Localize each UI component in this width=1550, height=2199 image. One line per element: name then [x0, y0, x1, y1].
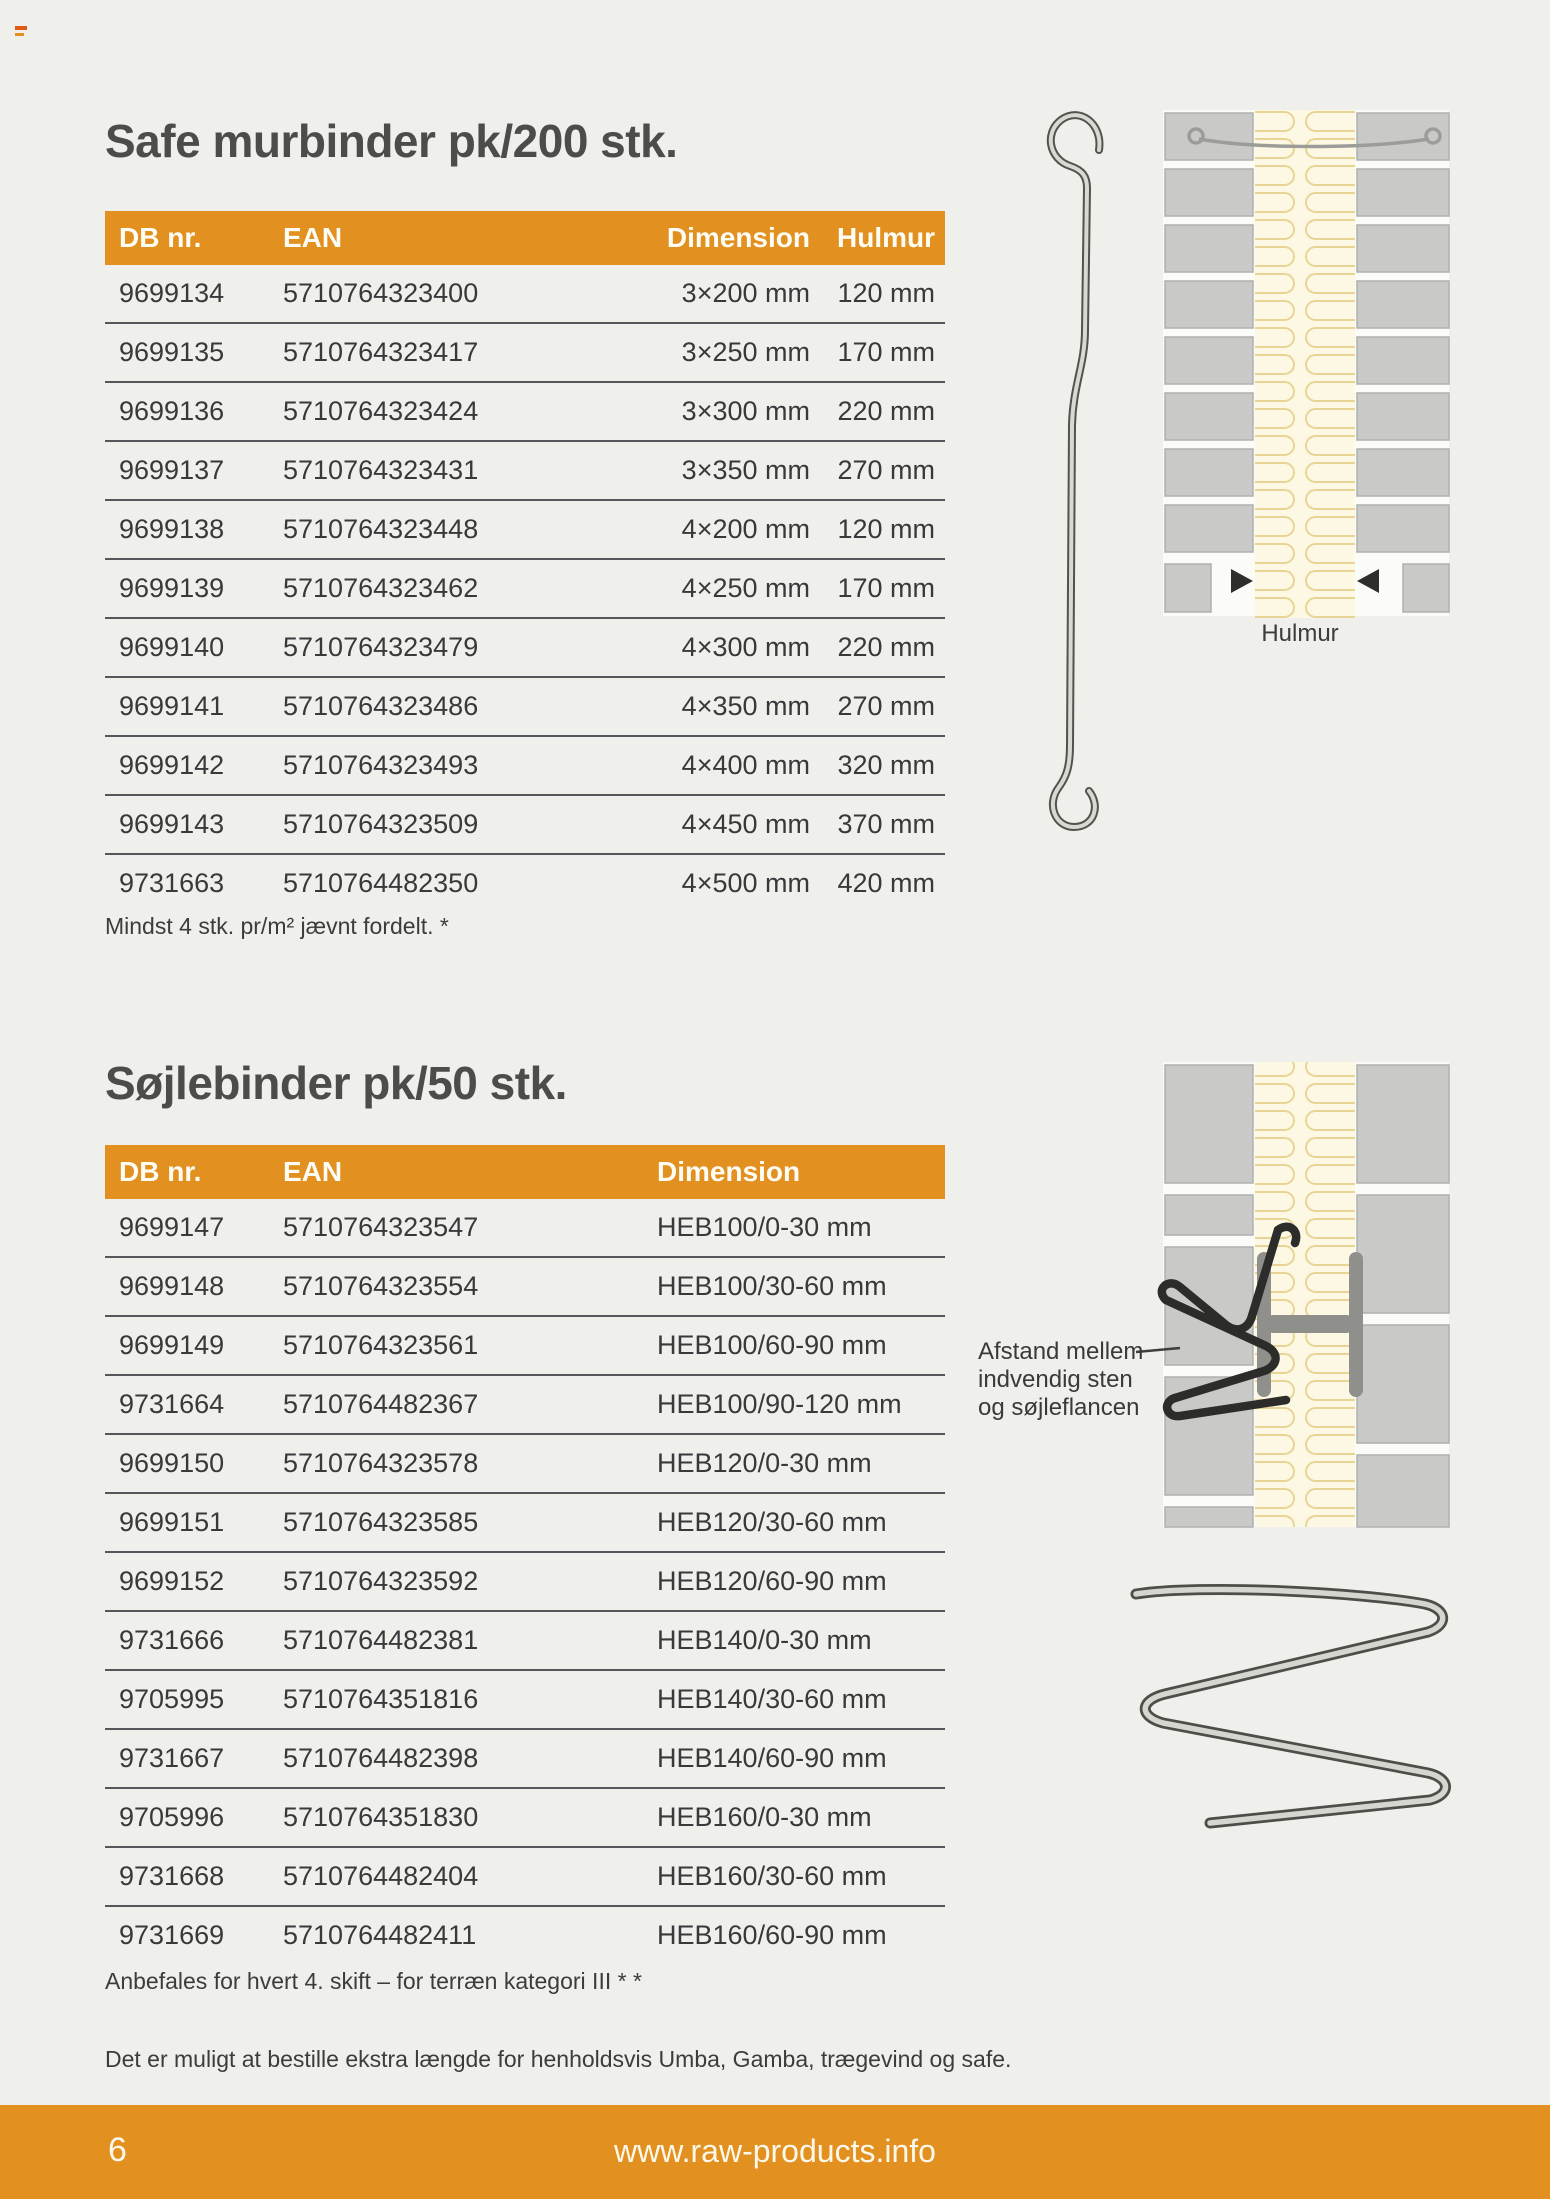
table-row	[105, 1199, 945, 1257]
table-cell: 5710764323547	[283, 1212, 479, 1242]
table-cell: 4×250 mm	[565, 559, 810, 618]
table-cell: 5710764482398	[269, 1729, 643, 1788]
table-cell: HEB100/30-60 mm	[643, 1257, 945, 1316]
table-cell: HEB120/30-60 mm	[643, 1493, 945, 1552]
table-cell: HEB160/60-90 mm	[643, 1906, 945, 1964]
table-cell: 9699142	[105, 736, 269, 795]
logo-bar-icon	[15, 26, 27, 30]
insulation-coil	[1255, 110, 1355, 618]
table-cell: HEB140/0-30 mm	[643, 1611, 945, 1670]
table-row	[105, 736, 945, 795]
section-title-soejlebinder: Søjlebinder pk/50 stk.	[105, 1057, 567, 1109]
table-cell: 5710764482404	[269, 1847, 643, 1906]
table-cell: 5710764323578	[269, 1434, 643, 1493]
header-row	[105, 1145, 945, 1199]
table-cell: 5710764323554	[269, 1257, 643, 1316]
table-cell: 170 mm	[810, 323, 945, 382]
table-cell: 320 mm	[810, 736, 945, 795]
tie-wire-outline	[1136, 1589, 1446, 1823]
column-tie-product-illustration	[1095, 1555, 1480, 1850]
brick-column-right	[1357, 113, 1449, 612]
column-header: DB nr.	[105, 1145, 269, 1199]
table-cell: HEB160/0-30 mm	[643, 1788, 945, 1847]
table-cell: 170 mm	[810, 559, 945, 618]
table-cell: 420 mm	[810, 854, 945, 912]
table-row	[105, 1847, 945, 1906]
table-cell: 9699143	[105, 795, 269, 854]
table-row	[105, 1788, 945, 1847]
table-cell: 9699141	[105, 677, 269, 736]
murbinder-product-table	[105, 211, 945, 912]
table-cell: 4×300 mm	[565, 618, 810, 677]
table-cell: 9699148	[105, 1257, 269, 1316]
table-cell: 4×500 mm	[565, 854, 810, 912]
page-number: 6	[108, 2131, 127, 2169]
table-cell: 270 mm	[810, 677, 945, 736]
column-tie-diagram	[955, 1055, 1470, 1545]
table-cell: 3×200 mm	[681, 278, 810, 308]
table-cell: HEB100/0-30 mm	[657, 1212, 872, 1242]
table-row	[105, 795, 945, 854]
table-cell: 5710764323424	[269, 382, 565, 441]
table-cell: 9731666	[105, 1611, 269, 1670]
table-cell: 5710764323400	[283, 278, 479, 308]
table-row	[105, 1257, 945, 1316]
table-cell: 5710764323417	[269, 323, 565, 382]
table-row	[105, 854, 945, 912]
column-header: Dimension	[643, 1145, 945, 1199]
table-cell: HEB140/60-90 mm	[643, 1729, 945, 1788]
table-cell: HEB120/60-90 mm	[643, 1552, 945, 1611]
table-cell: 9731667	[105, 1729, 269, 1788]
brick-column-left	[1165, 1065, 1253, 1527]
table-row	[105, 1670, 945, 1729]
table-cell: HEB160/30-60 mm	[643, 1847, 945, 1906]
table-row	[105, 323, 945, 382]
table-row	[105, 559, 945, 618]
table-row	[105, 1375, 945, 1434]
table-cell: HEB140/30-60 mm	[643, 1670, 945, 1729]
table-cell: 5710764323462	[269, 559, 565, 618]
table-row	[105, 1552, 945, 1611]
table-row	[105, 441, 945, 500]
table-cell: 9699138	[105, 500, 269, 559]
afstand-label-line: og søjleflancen	[978, 1394, 1140, 1421]
table-row	[105, 500, 945, 559]
page-corner-logo-mark	[15, 26, 27, 36]
table-cell: 4×350 mm	[565, 677, 810, 736]
table-cell: 9699150	[105, 1434, 269, 1493]
table-row	[105, 382, 945, 441]
table-cell: 5710764323448	[269, 500, 565, 559]
table-cell: 220 mm	[810, 618, 945, 677]
wall-tie-illustration	[1051, 115, 1100, 827]
footer-website: www.raw-products.info	[614, 2133, 936, 2169]
brick-column-right	[1357, 1065, 1449, 1527]
table-cell: 5710764482381	[269, 1611, 643, 1670]
table-row	[105, 1729, 945, 1788]
table-cell: 120 mm	[810, 500, 945, 559]
table-cell: 5710764323493	[269, 736, 565, 795]
table-cell: 9699136	[105, 382, 269, 441]
table-cell: 3×300 mm	[565, 382, 810, 441]
table-cell: 9705995	[105, 1670, 269, 1729]
section-title-murbinder: Safe murbinder pk/200 stk.	[105, 115, 678, 167]
table-cell: 9699147	[119, 1212, 225, 1242]
table-cell: 9731663	[105, 854, 269, 912]
table-cell: 5710764482350	[269, 854, 565, 912]
table-cell: 5710764323592	[269, 1552, 643, 1611]
table-cell: 5710764323479	[269, 618, 565, 677]
table-cell: HEB120/0-30 mm	[643, 1434, 945, 1493]
table-cell: 9731669	[105, 1906, 269, 1964]
table-cell: 370 mm	[810, 795, 945, 854]
table-cell: 5710764323431	[269, 441, 565, 500]
table-row	[105, 618, 945, 677]
table-cell: 3×350 mm	[565, 441, 810, 500]
header-row	[105, 211, 945, 265]
table-cell: 3×250 mm	[565, 323, 810, 382]
table-row	[105, 1906, 945, 1964]
column-header: Hulmur	[810, 211, 945, 265]
table-row	[105, 1611, 945, 1670]
table-row	[105, 1493, 945, 1552]
table-cell: 5710764351816	[269, 1670, 643, 1729]
table-row	[105, 1316, 945, 1375]
cavity-wall-diagram	[1000, 80, 1470, 880]
soejlebinder-product-table	[105, 1145, 945, 1964]
column-header: EAN	[269, 1145, 643, 1199]
table-cell: 5710764482411	[269, 1906, 643, 1964]
table-cell: HEB100/60-90 mm	[643, 1316, 945, 1375]
logo-bar-icon	[15, 33, 24, 36]
table-row	[105, 265, 945, 323]
soejlebinder-footnote: Anbefales for hvert 4. skift – for terræn kategori III * *	[105, 1968, 642, 1994]
column-header: DB nr.	[105, 211, 269, 265]
table-row	[105, 677, 945, 736]
table-cell: 5710764323561	[269, 1316, 643, 1375]
murbinder-footnote: Mindst 4 stk. pr/m² jævnt fordelt. *	[105, 913, 449, 939]
table-cell: 9699140	[105, 618, 269, 677]
tie-wire-metal	[1136, 1589, 1446, 1823]
table-cell: 5710764323585	[269, 1493, 643, 1552]
table-row	[105, 1434, 945, 1493]
column-header: Dimension	[565, 211, 810, 265]
table-cell: 4×450 mm	[565, 795, 810, 854]
column-header: EAN	[269, 211, 565, 265]
table-cell: HEB100/90-120 mm	[643, 1375, 945, 1434]
table-cell: 9699149	[105, 1316, 269, 1375]
table-cell: 9699151	[105, 1493, 269, 1552]
table-cell: 120 mm	[837, 278, 935, 308]
table-cell: 5710764351830	[269, 1788, 643, 1847]
extra-length-note: Det er muligt at bestille ekstra længde for henholdsvis Umba, Gamba, trægevind og safe.	[105, 2046, 1012, 2072]
page-footer	[0, 2105, 1550, 2199]
table-cell: 9705996	[105, 1788, 269, 1847]
table-cell: 270 mm	[810, 441, 945, 500]
table-cell: 4×200 mm	[565, 500, 810, 559]
hulmur-caption: Hulmur	[1261, 620, 1339, 647]
table-cell: 5710764482367	[269, 1375, 643, 1434]
afstand-label	[978, 1338, 1143, 1422]
table-cell: 9731664	[105, 1375, 269, 1434]
table-cell: 4×400 mm	[565, 736, 810, 795]
table-cell: 9699152	[105, 1552, 269, 1611]
table-cell: 9699139	[105, 559, 269, 618]
table-cell: 9699135	[105, 323, 269, 382]
table-cell: 220 mm	[810, 382, 945, 441]
table-cell: 5710764323509	[269, 795, 565, 854]
table-cell: 9699137	[105, 441, 269, 500]
table-cell: 9699134	[119, 278, 225, 308]
table-cell: 9731668	[105, 1847, 269, 1906]
afstand-label-line: Afstand mellem	[978, 1338, 1144, 1365]
brick-column-left	[1165, 113, 1253, 612]
table-cell: 5710764323486	[269, 677, 565, 736]
afstand-label-line: indvendig sten	[978, 1366, 1133, 1393]
